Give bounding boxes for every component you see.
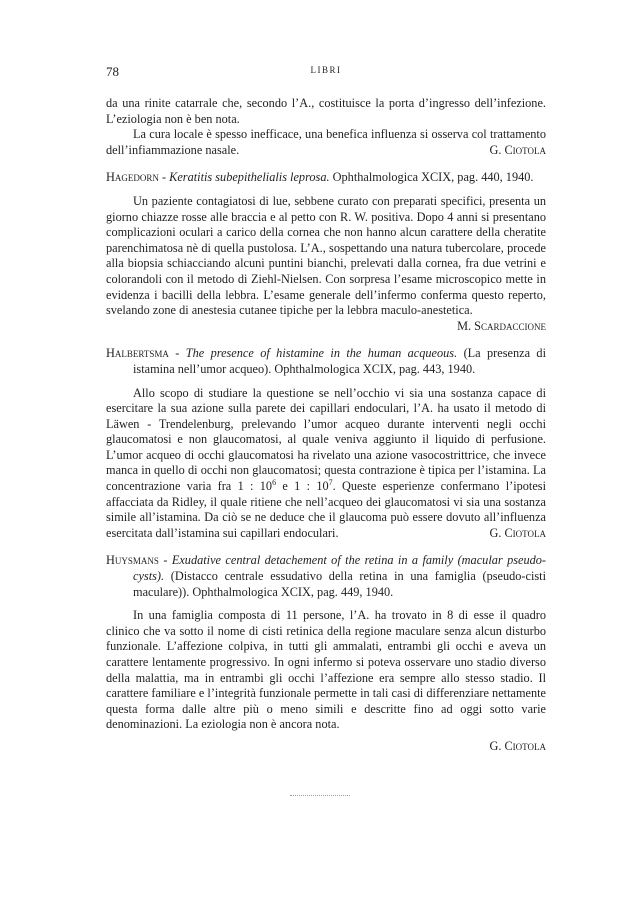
review-2-body-c: . Queste esperienze confermano l’ipotesi affacciata da Ridley, il quale ritiene che nell’acqueo dei glaucomatosi vi sia una sostanza simile all’istamina. Da ciò se ne deduce che il glaucoma può essere dovuto all’influenza esercitata dall’istamina sui capillari endoculari. bbox=[106, 479, 546, 540]
section-separator bbox=[290, 795, 350, 798]
review-2-signature: G. Ciotola bbox=[489, 525, 546, 540]
review-1-title: Keratitis subepithelialis leprosa. bbox=[169, 170, 330, 185]
review-2-sep: - bbox=[168, 346, 186, 361]
review-2-body-a: Allo scopo di studiare la questione se nell’occhio vi sia una sostanza capace di esercitare la sua azione sulla parete dei capillari endoculari, l’A. ha usato il metodo di Läwen - Trendelenburg, prelevando l’umor acqueo durante interventi negli occhi glaucomatosi e non glaucomatosi, al quale veniva aggiunto il liquido di perfusione. L’umor acqueo di occhi glaucomatosi ha rivelato una azione vasocostrittrice, che invece manca in quello di occhi non glaucomatosi; questa contrazione è tipica per l’istamina. La concentrazione varia fra 1 : 10 bbox=[106, 385, 546, 494]
review-3-signature: G. Ciotola bbox=[489, 738, 546, 753]
review-1-author: Hagedorn bbox=[106, 170, 159, 185]
text-body bbox=[106, 96, 546, 755]
intro-signature: G. Ciotola bbox=[489, 142, 546, 157]
review-2-body-b: e 1 : 10 bbox=[276, 479, 329, 494]
review-3-heading bbox=[106, 553, 546, 600]
review-3-citation: (Distacco centrale essudativo della retina in una famiglia (pseudo-cisti maculare)). Ophthalmologica XCIX, pag. 449, 1940. bbox=[133, 569, 546, 599]
review-2-title: The presence of histamine in the human acqueous. bbox=[185, 346, 458, 361]
review-3-title: Exudative central detachement of the retina in a family (macular pseudo-cysts). bbox=[133, 553, 547, 584]
review-1-heading bbox=[106, 170, 546, 186]
review-2-author: Halbertsma bbox=[106, 346, 169, 361]
review-3-sep: - bbox=[158, 553, 172, 568]
review-3-author: Huysmans bbox=[106, 553, 159, 568]
page-header bbox=[106, 64, 546, 80]
review-2-heading bbox=[106, 346, 546, 377]
review-2-exp-2: 7 bbox=[328, 477, 333, 487]
review-2-citation: (La presenza di istamina nell’umor acqueo). Ophthalmologica XCIX, pag. 443, 1940. bbox=[133, 346, 546, 376]
review-1-sep: - bbox=[158, 170, 170, 185]
review-1-citation: Ophthalmologica XCIX, pag. 440, 1940. bbox=[329, 170, 534, 185]
page-number: 78 bbox=[106, 64, 119, 79]
review-2-body bbox=[106, 386, 546, 542]
review-1-body: Un paziente contagiatosi di lue, sebbene curato con preparati specifici, presenta un giorno chiazze rosse alle braccia e al petto con R. W. positiva. Dopo 4 anni si presentano complicazioni oculari a carico della cornea che non hanno alcun carattere della cheratite parenchimatosa nè di quella pustolosa. L’A., sospettando una natura tubercolare, procede alla biopsia schiacciando alcuni puntini bianchi, prelevati dalla cornea, fra due vetrini e colorandoli con il metodo di Ziehl-Nielsen. Con sorpresa l’esame microscopico mette in evidenza i bacilli della lebbra. L’esame generale dell’infermo conferma questo reperto, svelando zone di anestesia cutanee tipiche per la lebbra maculo-anestetica. bbox=[106, 193, 546, 318]
review-3-body: In una famiglia composta di 11 persone, l’A. ha trovato in 8 di esse il quadro clinico che va sotto il nome di cisti retinica della regione maculare senza alcun disturbo funzionale. L’affezione colpiva, in tutti gli ammalati, entrambi gli occhi e aveva un carattere lentamente progressivo. In ogni infermo si poteva osservare uno stadio diverso della malattia, ma in entrambi gli occhi l’affezione era sempre allo stesso stadio. Il carattere familiare e l’integrità funzionale permette in tali casi di differenziare nettamente questa forma dalle altre più o meno simili e descritte fino ad oggi sotto varie denominazioni. La eziologia non è ancora nota. bbox=[106, 608, 546, 732]
review-2-exp-1: 6 bbox=[272, 477, 277, 487]
review-1-signature: M. Scardaccione bbox=[457, 318, 546, 333]
running-head: LIBRI bbox=[310, 65, 342, 75]
intro-paragraph-2: La cura locale è spesso inefficace, una benefica influenza si osserva col trattamento dell’infiammazione nasale. bbox=[106, 127, 546, 157]
intro-paragraph-1: da una rinite catarrale che, secondo l’A., costituisce la porta d’ingresso dell’infezione. L’eziologia non è ben nota. bbox=[106, 96, 546, 126]
